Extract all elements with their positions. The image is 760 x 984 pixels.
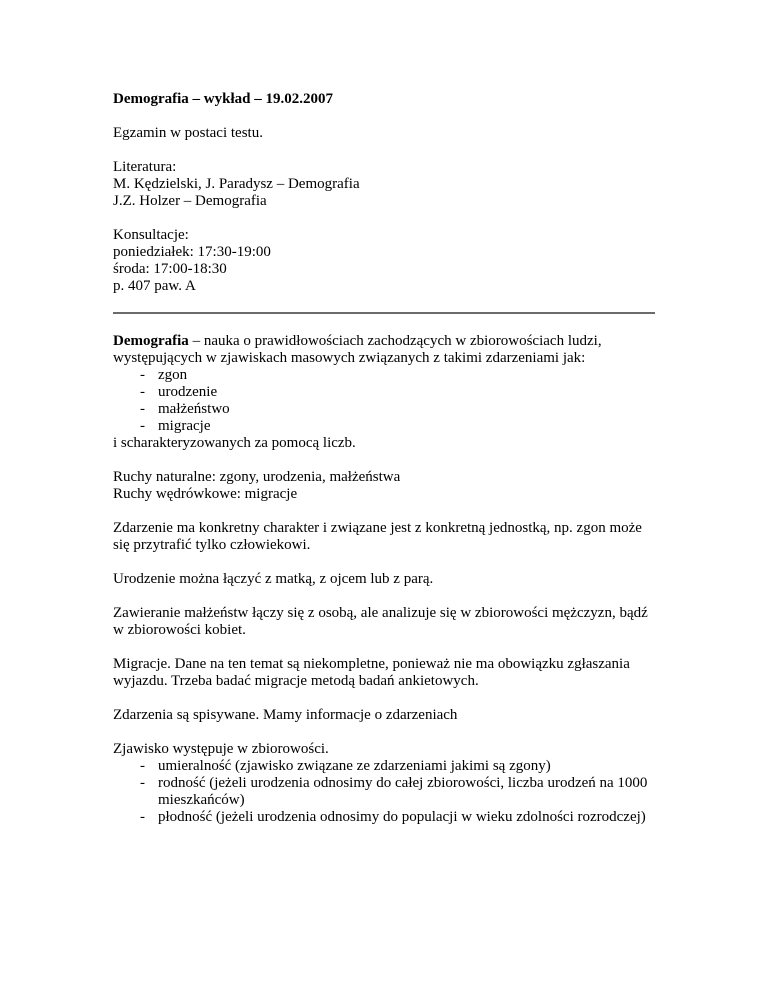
consultations-heading: Konsultacje:: [113, 227, 189, 243]
exam-note: Egzamin w postaci testu.: [113, 125, 263, 141]
section-divider: [113, 312, 655, 314]
dash-bullet: -: [140, 809, 145, 825]
paragraph-line: Urodzenie można łączyć z matką, z ojcem lub z parą.: [113, 571, 434, 587]
list-item: [113, 758, 707, 775]
dash-bullet: -: [140, 384, 145, 400]
list-item: [113, 384, 707, 401]
definition-closing: i scharakteryzowanych za pomocą liczb.: [113, 435, 356, 451]
list-item-line: płodność (jeżeli urodzenia odnosimy do populacji w wieku zdolności rozrodczej): [158, 809, 646, 825]
definition-line: [113, 333, 707, 350]
paragraph: [113, 571, 707, 588]
list-item-text: [158, 758, 551, 774]
literature-item: J.Z. Holzer – Demografia: [113, 193, 267, 209]
consultation-room: p. 407 paw. A: [113, 278, 196, 294]
movements-line: Ruchy naturalne: zgony, urodzenia, małżeństwa: [113, 469, 401, 485]
literature-section: [113, 159, 707, 210]
dash-bullet: -: [140, 758, 145, 774]
list-item: [113, 809, 707, 826]
paragraph-line: Zdarzenie ma konkretny charakter i związane jest z konkretną jednostką, np. zgon może: [113, 520, 642, 536]
list-item-line: rodność (jeżeli urodzenia odnosimy do całej zbiorowości, liczba urodzeń na 1000: [158, 775, 648, 791]
list-item: [113, 418, 707, 435]
paragraph: [113, 520, 707, 554]
list-item: [113, 367, 707, 384]
doc-title: Demografia – wykład – 19.02.2007: [113, 91, 333, 107]
list-item-text: [158, 775, 707, 809]
list-item-text: [158, 809, 646, 825]
paragraph-line: Migracje. Dane na ten temat są niekompletne, ponieważ nie ma obowiązku zgłaszania: [113, 656, 630, 672]
phenomena-list: [113, 758, 707, 826]
paragraph-line: Zawieranie małżeństw łączy się z osobą, ale analizuje się w zbiorowości mężczyzn, bądź: [113, 605, 648, 621]
consultation-hours: środa: 17:00-18:30: [113, 261, 227, 277]
definition-line-rest: – nauka o prawidłowościach zachodzących w zbiorowościach ludzi,: [188, 333, 602, 349]
literature-item: M. Kędzielski, J. Paradysz – Demografia: [113, 176, 360, 192]
movements-section: [113, 469, 707, 503]
list-item-line: mieszkańców): [158, 792, 245, 808]
list-item-text: migracje: [158, 418, 211, 434]
paragraph-line: Zdarzenia są spisywane. Mamy informacje o zdarzeniach: [113, 707, 458, 723]
paragraph: [113, 605, 707, 639]
paragraph-line: w zbiorowości kobiet.: [113, 622, 246, 638]
dash-bullet: -: [140, 401, 145, 417]
dash-bullet: -: [140, 367, 145, 383]
phenomena-section: [113, 741, 707, 826]
events-list: [113, 367, 707, 435]
list-item-text: zgon: [158, 367, 188, 383]
list-item: [113, 401, 707, 418]
consultation-hours: poniedziałek: 17:30-19:00: [113, 244, 271, 260]
paragraph: [113, 656, 707, 690]
definition-section: [113, 333, 707, 452]
definition-line: występujących w zjawiskach masowych związanych z takimi zdarzeniami jak:: [113, 350, 586, 366]
literature-heading: Literatura:: [113, 159, 177, 175]
list-item-text: urodzenie: [158, 384, 218, 400]
document-content: [113, 91, 707, 826]
movements-line: Ruchy wędrówkowe: migracje: [113, 486, 298, 502]
list-item-text: małżeństwo: [158, 401, 230, 417]
list-item: [113, 775, 707, 809]
dash-bullet: -: [140, 418, 145, 434]
paragraph: [113, 707, 707, 724]
dash-bullet: -: [140, 775, 145, 791]
paragraph-line: się przytrafić tylko człowiekowi.: [113, 537, 311, 553]
list-item-line: umieralność (zjawisko związane ze zdarzeniami jakimi są zgony): [158, 758, 551, 774]
consultations-section: [113, 227, 707, 295]
definition-term: Demografia: [113, 333, 189, 349]
paragraph-line: wyjazdu. Trzeba badać migracje metodą badań ankietowych.: [113, 673, 479, 689]
phenomena-intro: Zjawisko występuje w zbiorowości.: [113, 741, 329, 757]
